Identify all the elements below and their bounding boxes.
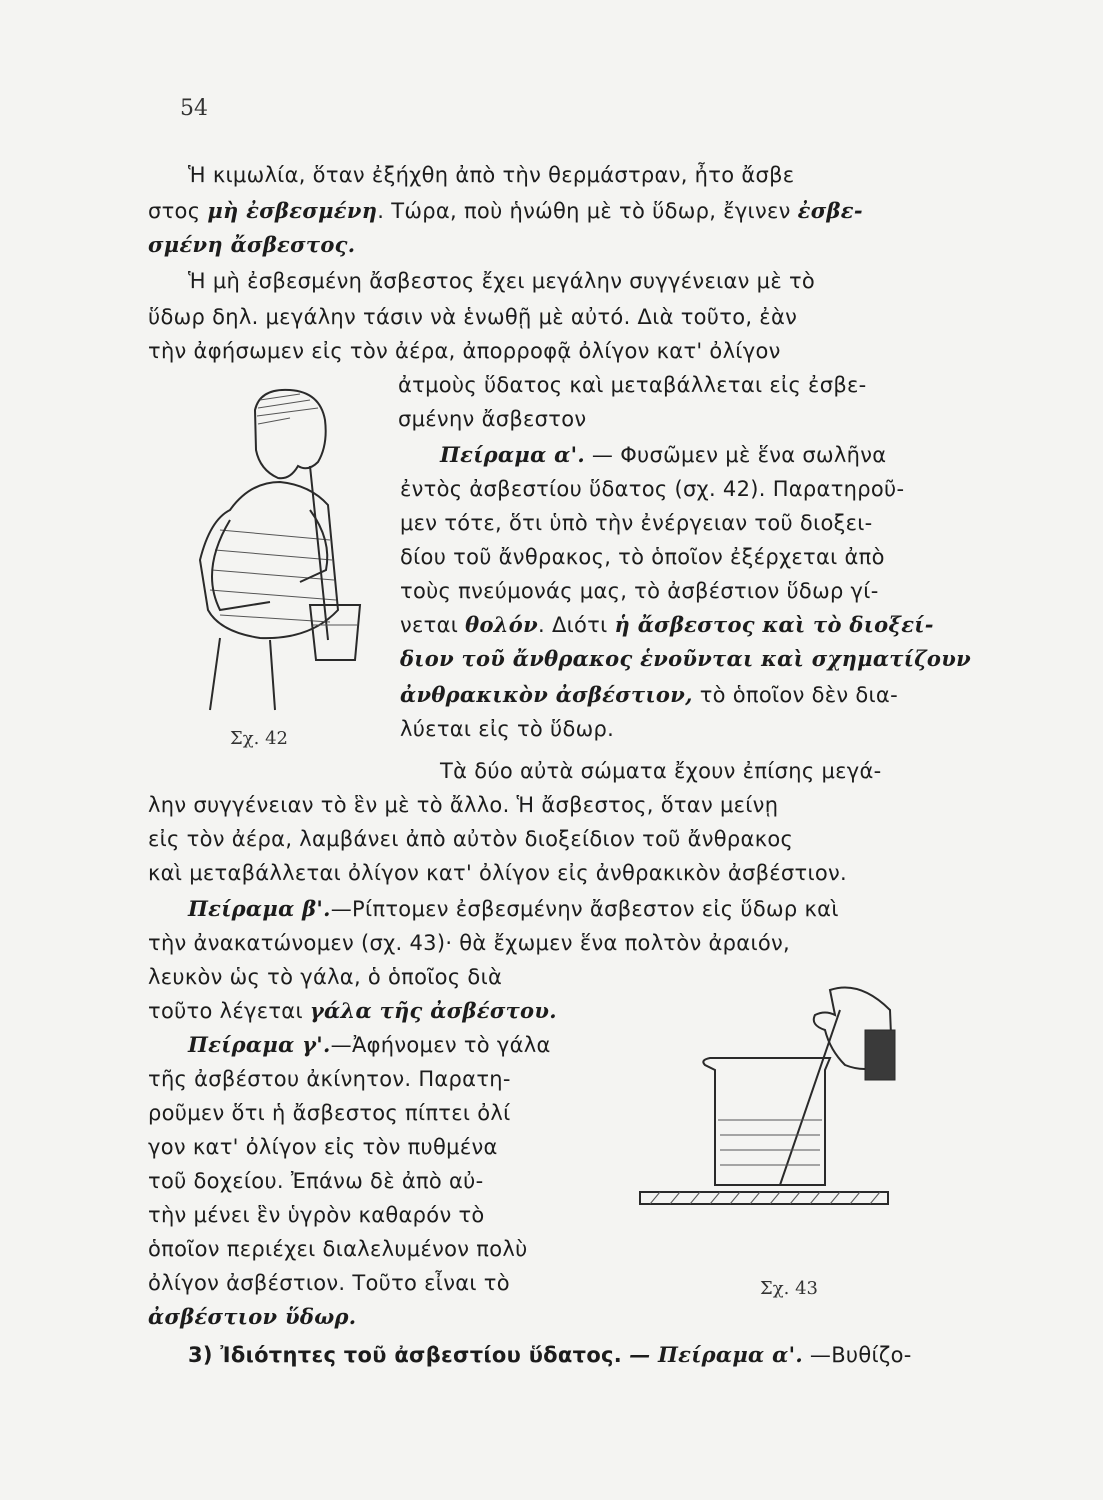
text-line xyxy=(148,824,988,854)
text-line xyxy=(148,1268,988,1298)
text-span: μεν τότε, ὅτι ὑπὸ τὴν ἐνέργειαν τοῦ διοξει- xyxy=(400,511,873,535)
text-span: —Ρίπτομεν ἐσβεσμένην ἄσβεστον εἰς ὕδωρ καὶ xyxy=(330,897,839,921)
figure-42 xyxy=(160,370,400,720)
text-span: τοὺς πνεύμονάς μας, τὸ ἀσβέστιον ὕδωρ γί- xyxy=(400,579,879,603)
text-line xyxy=(188,266,988,296)
text-span: . Διότι xyxy=(538,613,608,637)
beaker xyxy=(703,1058,830,1185)
text-line xyxy=(400,508,873,538)
text-line xyxy=(440,440,886,470)
text-span: ὕδωρ δηλ. μεγάλην τάσιν νὰ ἑνωθῇ μὲ αὐτό. Διὰ τοῦτο, ἐὰν xyxy=(148,305,798,329)
text-line xyxy=(148,858,988,888)
text-span: τοῦ δοχείου. Ἐπάνω δὲ ἀπὸ αὐ- xyxy=(148,1169,484,1193)
text-span: τὴν ἀνακατώνομεν (σχ. 43)· θὰ ἔχωμεν ἕνα πολτὸν ἀραιόν, xyxy=(148,931,791,955)
text-span: ὀλίγον ἀσβέστιον. Τοῦτο εἶναι τὸ xyxy=(148,1271,510,1295)
emphasis-text: διον τοῦ ἄνθρακος ἑνοῦνται καὶ σχηματίζουν xyxy=(400,646,971,671)
text-span: Τὰ δύο αὐτὰ σώματα ἔχουν ἐπίσης μεγά- xyxy=(440,759,882,783)
figure-43 xyxy=(630,970,900,1210)
text-span: στος xyxy=(148,199,201,223)
text-line xyxy=(148,1234,988,1264)
text-span: ροῦμεν ὅτι ἡ ἄσβεστος πίπτει ὀλί xyxy=(148,1101,511,1125)
text-span: τοῦτο λέγεται xyxy=(148,999,303,1023)
text-span: —Βυθίζο- xyxy=(809,1343,912,1367)
text-span: τὴν μένει ἓν ὑγρὸν καθαρόν τὸ xyxy=(148,1203,485,1227)
boy-blowing-tube-illustration xyxy=(160,370,400,720)
boy-arm-right xyxy=(300,510,327,582)
text-line xyxy=(400,610,934,640)
text-span: σμένην ἄσβεστον xyxy=(398,407,587,431)
emphasis-text: γάλα τῆς ἀσβέστου. xyxy=(309,998,557,1023)
emphasis-text: σμένη ἄσβεστος. xyxy=(148,232,356,257)
figure-43-caption: Σχ. 43 xyxy=(760,1278,818,1299)
text-line xyxy=(148,302,988,332)
liquid-hatching xyxy=(720,1135,820,1165)
text-span: εἰς τὸν ἀέρα, λαμβάνει ἀπὸ αὐτὸν διοξείδιον τοῦ ἄνθρακος xyxy=(148,827,794,851)
text-line xyxy=(188,894,839,924)
text-span: . Τώρα, ποὺ ἡνώθη μὲ τὸ ὕδωρ, ἔγινεν xyxy=(377,199,791,223)
text-span: ὁποῖον περιέχει διαλελυμένον πολὺ xyxy=(148,1237,528,1261)
experiment-label: Πείραμα α'. xyxy=(440,442,585,467)
beaker-stirring-illustration xyxy=(630,970,900,1210)
text-line xyxy=(398,370,867,400)
text-line xyxy=(400,542,885,572)
blowing-tube xyxy=(310,466,328,640)
text-line xyxy=(188,1030,551,1060)
text-line xyxy=(148,928,988,958)
text-span: λευκὸν ὡς τὸ γάλα, ὁ ὁποῖος διὰ xyxy=(148,965,503,989)
text-span: δίου τοῦ ἄνθρακος, τὸ ὁποῖον ἐξέρχεται ἀπὸ xyxy=(400,545,885,569)
text-span: — Φυσῶμεν μὲ ἕνα σωλῆνα xyxy=(591,443,887,467)
text-line xyxy=(400,680,898,710)
stirring-rod xyxy=(780,1010,840,1185)
emphasis-text: μὴ ἐσβεσμένη xyxy=(207,198,378,223)
table-hatching xyxy=(650,1192,880,1204)
experiment-label: — Πείραμα α'. xyxy=(629,1342,803,1367)
text-line xyxy=(148,790,988,820)
text-line xyxy=(188,160,988,190)
emphasis-text: ἀνθρακικὸν ἀσβέστιον, xyxy=(400,682,693,707)
text-span: τὴν ἀφήσωμεν εἰς τὸν ἀέρα, ἀπορροφᾷ ὀλίγον κατ' ὀλίγον xyxy=(148,339,781,363)
text-line xyxy=(148,1302,988,1332)
table-surface xyxy=(640,1192,888,1204)
text-line xyxy=(398,404,586,434)
text-span: λύεται εἰς τὸ ὕδωρ. xyxy=(400,717,615,741)
emphasis-text: ἐσβε- xyxy=(797,198,863,223)
text-line xyxy=(400,474,904,504)
page-number: 54 xyxy=(180,96,208,121)
section-heading-line xyxy=(188,1340,912,1370)
hair-hatching xyxy=(257,394,318,424)
emphasis-text: ἡ ἄσβεστος καὶ τὸ διοξεί- xyxy=(614,612,934,637)
experiment-label: Πείραμα β'. xyxy=(188,896,331,921)
text-span: νεται xyxy=(400,613,459,637)
text-line xyxy=(400,576,879,606)
boy-legs xyxy=(210,638,275,710)
emphasis-text: θολόν xyxy=(465,612,538,637)
text-span: καὶ μεταβάλλεται ὀλίγον κατ' ὀλίγον εἰς ἀνθρακικὸν ἀσβέστιον. xyxy=(148,861,848,885)
text-line xyxy=(148,196,988,226)
text-span: τῆς ἀσβέστου ἀκίνητον. Παρατη- xyxy=(148,1067,511,1091)
text-line xyxy=(440,756,882,786)
experiment-label: Πείραμα γ'. xyxy=(188,1032,331,1057)
text-span: ἀτμοὺς ὕδατος καὶ μεταβάλλεται εἰς ἐσβε- xyxy=(398,373,867,397)
text-span: Ἡ κιμωλία, ὅταν ἐξήχθη ἀπὸ τὴν θερμάστραν, ἦτο ἄσβε xyxy=(188,163,795,187)
section-heading: 3) Ἰδιότητες τοῦ ἀσβεστίου ὕδατος. xyxy=(188,1343,623,1367)
text-span: ἐντὸς ἀσβεστίου ὕδατος (σχ. 42). Παρατηροῦ- xyxy=(400,477,905,501)
text-line xyxy=(148,230,988,260)
figure-42-caption: Σχ. 42 xyxy=(230,728,288,749)
text-span: Ἡ μὴ ἐσβεσμένη ἄσβεστος ἔχει μεγάλην συγγένειαν μὲ τὸ xyxy=(188,269,816,293)
emphasis-text: ἀσβέστιον ὕδωρ. xyxy=(148,1304,357,1329)
cuff-hatching xyxy=(865,1030,895,1080)
text-line xyxy=(400,714,614,744)
text-span: —Ἀφήνομεν τὸ γάλα xyxy=(330,1033,551,1057)
text-line xyxy=(148,336,988,366)
text-span: τὸ ὁποῖον δὲν δια- xyxy=(699,683,898,707)
text-line xyxy=(400,644,971,674)
text-span: γον κατ' ὀλίγον εἰς τὸν πυθμένα xyxy=(148,1135,498,1159)
text-span: λην συγγένειαν τὸ ἓν μὲ τὸ ἄλλο. Ἡ ἄσβεστος, ὅταν μείνῃ xyxy=(148,793,779,817)
